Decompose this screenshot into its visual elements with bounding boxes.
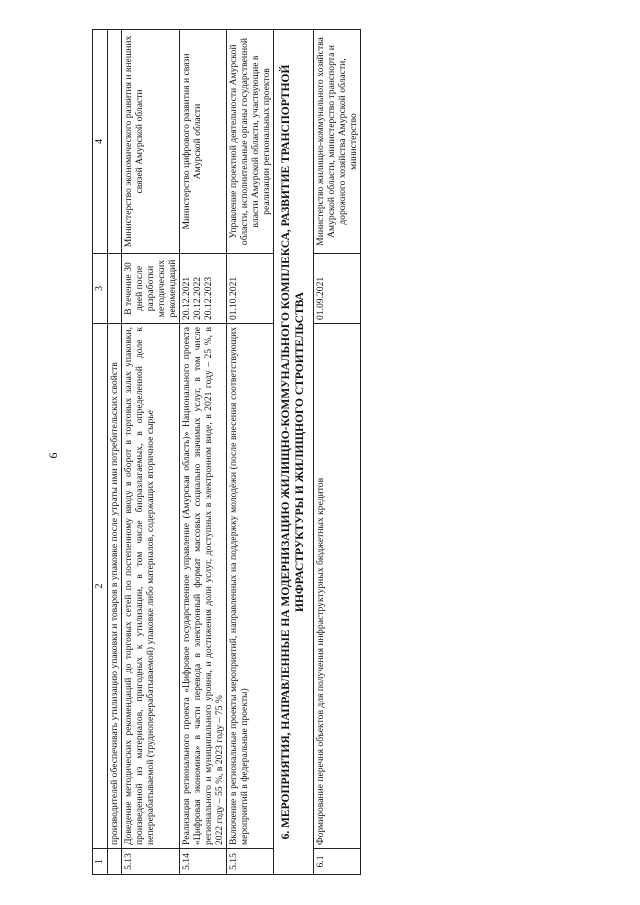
header-col-1: 1 — [93, 849, 108, 875]
table-row — [226, 30, 273, 875]
page-number: 9 — [46, 452, 61, 459]
row-date: 01.10.2021 — [226, 254, 273, 324]
row-text: Реализация регионального проекта «Цифровое государственное управление (Амурская область)» Национального проекта «Цифровая экономика» в части перевода в электронный формат массовых социально значимых услуг, в том числе регионального и муниципального уровня, и достижения доли услуг, доступных в электронном виде, в 2021 году – 25 %, в 2022 году – 55 %, в 2023 году – 75 % — [179, 324, 226, 849]
row-number: 5.13 — [121, 849, 179, 875]
row-date: 01.09.2021 — [313, 254, 360, 324]
row-number: 6.1 — [313, 849, 360, 875]
section-heading: 6. МЕРОПРИЯТИЯ, НАПРАВЛЕННЫЕ НА МОДЕРНИЗАЦИЮ ЖИЛИЩНО-КОММУНАЛЬНОГО КОМПЛЕКСА, РАЗВИТИЕ ТРАНСПОРТНОЙ ИНФРАСТРУКТУРЫ И ЖИЛИЩНОГО СТРОИТЕЛЬСТВА — [273, 30, 313, 875]
table-row — [107, 30, 121, 875]
row-text: Доведение методических рекомендаций до торговых сетей по постепенному вводу в оборот в торговых залах упаковки, произведенной из материалов, пригодных к утилизации, в том числе биоразлагаемых, в определенной доле к неперерабатываемой (трудноперерабатываемой) упаковке либо материалов, содержащих вторичное сырье — [121, 324, 179, 849]
row-responsible: Министерство цифрового развития и связи Амурской области — [179, 30, 226, 254]
row-responsible: Управление проектной деятельности Амурской области, исполнительные органы государственной власти Амурской области, участвующие в реализации региональных проектов — [226, 30, 273, 254]
rotated-document — [92, 30, 637, 875]
row-number: 5.15 — [226, 849, 273, 875]
header-row — [93, 30, 108, 875]
row-date: 20.12.2021 20.12.2022 20.12.2023 — [179, 254, 226, 324]
row-number — [107, 849, 121, 875]
table-row — [121, 30, 179, 875]
row-date: В течение 30 дней после разработки методических рекомендаций — [121, 254, 179, 324]
table-row — [179, 30, 226, 875]
row-responsible: Министерство экономического развития и внешних связей Амурской области — [121, 30, 179, 254]
row-date — [107, 254, 121, 324]
measures-table — [92, 29, 361, 875]
header-col-2: 2 — [93, 324, 108, 849]
row-number: 5.14 — [179, 849, 226, 875]
row-responsible: Министерство жилищно-коммунального хозяйства Амурской области, министерство транспорта и дорожного хозяйства Амурской области, министерство — [313, 30, 360, 254]
header-col-4: 4 — [93, 30, 108, 254]
table-row — [313, 30, 360, 875]
header-col-3: 3 — [93, 254, 108, 324]
row-responsible — [107, 30, 121, 254]
row-text: Включение в региональные проекты мероприятий, направленных на поддержку молодёжи (после внесения соответствующих мероприятий в федеральные проекты) — [226, 324, 273, 849]
row-text: производителей обеспечивать утилизацию упаковки и товаров в упаковке после утраты ими потребительских свойств — [107, 324, 121, 849]
section-heading-row — [273, 30, 313, 875]
row-text: Формирование перечня объектов для получения инфраструктурных бюджетных кредитов — [313, 324, 360, 849]
